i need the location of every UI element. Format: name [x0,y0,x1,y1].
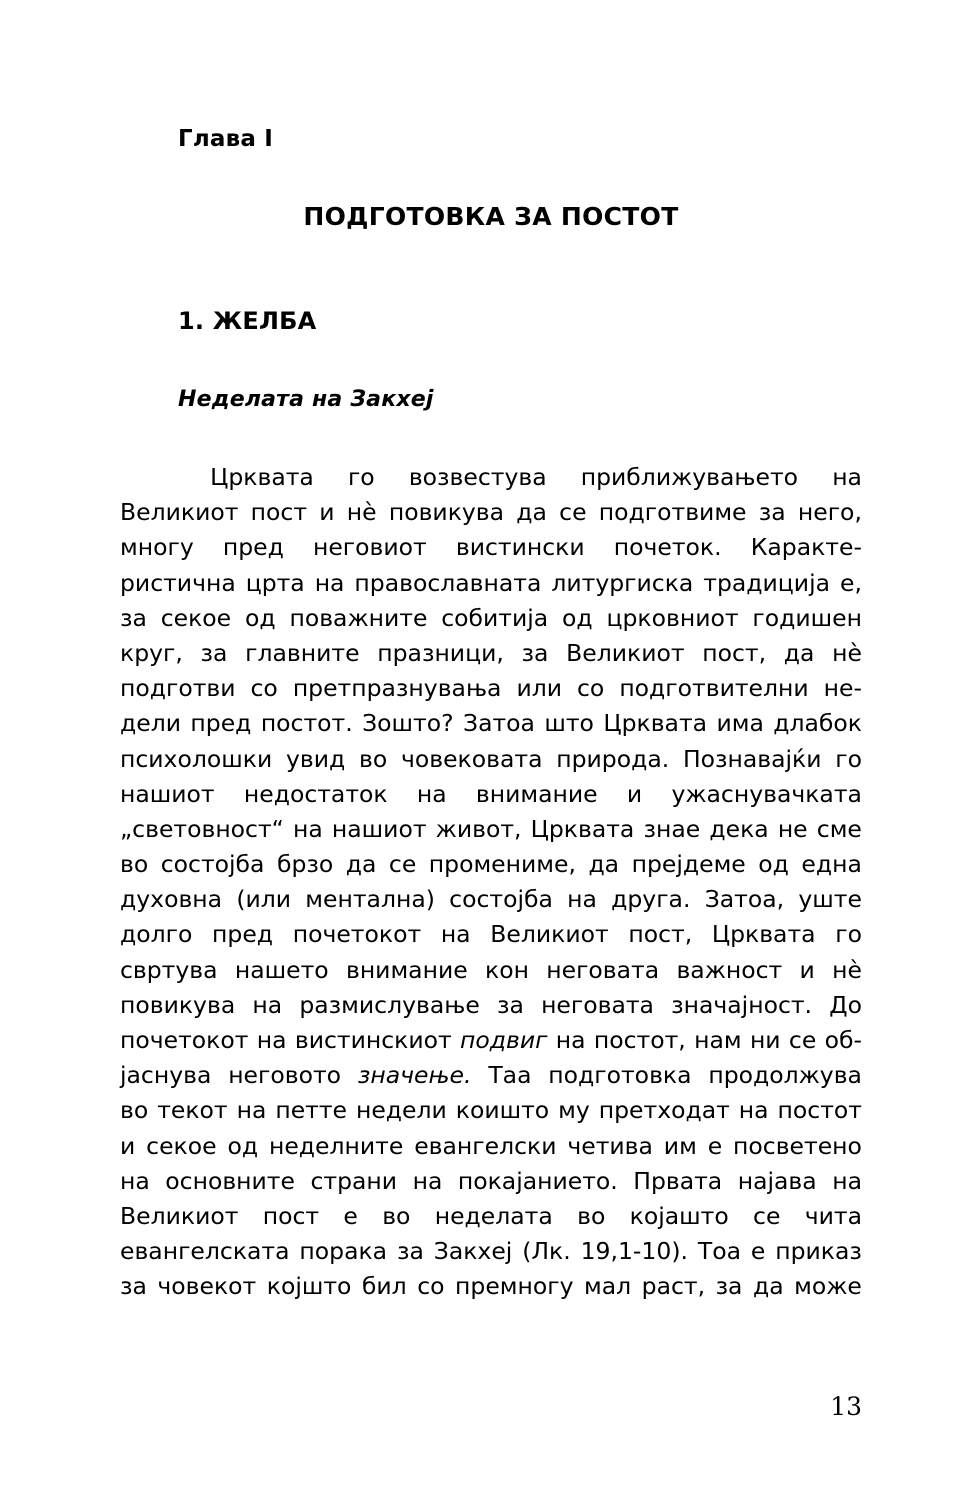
body-word: има [716,709,764,738]
body-word: неговата [541,990,654,1019]
body-word: нè [346,498,377,527]
body-word: на [252,990,283,1019]
body-word: Црквата [530,814,635,843]
body-word: во [120,850,149,879]
body-word: во [382,1201,411,1230]
body-text-line [120,742,862,777]
body-text-line [120,1129,862,1164]
body-word: секое [146,1131,217,1160]
body-word: и [120,1131,136,1160]
body-word: секое [160,603,232,632]
body-word: на [236,1096,267,1125]
body-word: Црквата [711,920,816,949]
body-word: повикува [388,498,505,527]
body-word: пост, [628,920,693,949]
body-word: којшто [266,1272,352,1301]
body-text-line [120,671,862,706]
body-word: традиција [703,568,831,597]
body-word: на [567,885,597,914]
body-word: литургиска [551,568,694,597]
body-text-line [120,566,862,601]
body-word: духовна [120,885,223,914]
body-word: на [416,779,447,808]
body-word: Великиот [566,638,685,667]
body-word: чита [804,1201,862,1230]
body-word: постот. [260,709,353,738]
body-word: текот [157,1096,228,1125]
body-word: подготви [120,674,236,703]
body-word: подготовка [548,1061,692,1090]
body-word: прејдеме [631,850,746,879]
body-word: покајанието. [457,1166,618,1195]
body-word: страни [310,1166,398,1195]
body-word: знае [643,814,701,843]
body-word: почетокот [120,1026,249,1054]
body-word: една [801,850,862,879]
body-word: годишен [752,603,862,632]
body-word: размислување [299,990,480,1019]
body-word: Првата [633,1166,723,1195]
body-word: да [345,850,377,879]
body-text-line [120,636,862,671]
body-word: дека [709,814,769,843]
body-word: вистинскиот [294,1026,452,1054]
body-word: постот [777,1096,862,1125]
body-word: (Лк. [522,1237,571,1266]
body-word: дели [120,709,181,738]
body-word: Црквата [603,709,708,738]
body-word: длабок [773,709,862,738]
body-word: евангелски [414,1131,557,1160]
body-word: Затоа, [704,885,785,914]
body-word: нам [694,1026,742,1054]
body-word: подвиг [460,1026,548,1054]
body-word: промениме, [428,850,576,879]
body-text-line [120,777,862,812]
body-word: возвестува [408,463,547,491]
body-word: состојба [160,850,265,879]
subsection-subheading: Неделата на Закхеј [178,387,434,412]
body-word: Великиот [120,1201,239,1230]
body-word: Тоа [697,1237,741,1266]
body-word: недостаток [243,779,388,808]
body-word: Познавајќи [682,744,822,773]
body-word: на [256,1026,287,1054]
body-word: об- [824,1026,862,1054]
body-text-line [120,953,862,988]
body-word: ристична [120,568,236,597]
body-word: од [758,850,789,879]
body-word: нашиот [120,779,215,808]
body-word: коишто [455,1096,550,1125]
body-word: значајност. [671,990,813,1019]
body-word: им [663,1131,697,1160]
body-word: да [516,498,547,527]
body-word: од [244,603,276,632]
body-word: почетокот [292,920,422,949]
body-word: Великиот [490,920,609,949]
body-word: православната [354,568,542,597]
body-word: долго [120,920,193,949]
body-word: не [777,814,808,843]
body-word: Великиот [120,498,239,527]
body-word: со [577,674,605,703]
body-word: на [314,568,345,597]
body-word: јаснува [120,1061,212,1090]
body-word: (или [236,885,292,914]
body-text-line [120,460,862,495]
body-word: Таа [488,1061,532,1090]
body-word: и [799,955,815,984]
body-word: за [496,990,524,1019]
body-word: ужаснувачката [671,779,862,808]
body-text-line [120,495,862,530]
body-word: се [388,850,417,879]
body-word: подготвиме [598,498,747,527]
body-word: Каракте- [750,533,862,562]
body-word: пред [190,709,252,738]
body-word: не- [823,674,862,703]
body-word: најава [737,1166,817,1195]
body-word: „световност“ [120,814,284,843]
body-word: живот, [435,814,522,843]
body-word: што [544,709,594,738]
body-word: неделата [434,1201,553,1230]
body-word: четива [567,1131,653,1160]
body-word: состојба [449,885,553,914]
body-word: пред [222,533,284,562]
body-word: уште [798,885,862,914]
body-text-line [120,1269,862,1304]
body-word: приближувањето [580,463,799,491]
body-word: претходат [598,1096,730,1125]
body-word: со [417,1272,445,1301]
body-word: мал [584,1272,632,1301]
body-word: празници, [377,638,504,667]
page-title: ПОДГОТОВКА ЗА ПОСТОТ [303,202,679,231]
body-word: премногу [455,1272,574,1301]
body-word: на [412,1166,443,1195]
body-word: или [516,674,563,703]
body-paragraph [120,460,862,1305]
body-word: на [293,814,323,843]
body-text-line [120,706,862,741]
body-word: бил [361,1272,407,1301]
page-number: 13 [830,1392,862,1421]
body-text-line [120,601,862,636]
body-word: на [738,1096,769,1125]
body-word: важност [676,955,783,984]
body-word: со [250,674,278,703]
body-word: почеток. [613,533,722,562]
body-word: и [319,498,335,527]
body-word: сме [816,814,862,843]
body-word: него, [797,498,862,527]
body-word: пред [212,920,274,949]
body-word: круг, [120,638,183,667]
body-word: недели [355,1096,447,1125]
body-word: неговата [546,955,660,984]
body-word: црта [245,568,305,597]
body-word: неговото [228,1061,342,1090]
body-word: основните [165,1166,295,1195]
body-word: пост [250,498,308,527]
body-word: е, [839,568,862,597]
body-word: којашто [629,1201,729,1230]
body-word: на [120,1166,150,1195]
body-word: за [521,638,549,667]
body-word: приказ [775,1237,862,1266]
body-word: нè [832,955,862,984]
body-text-line [120,988,862,1023]
body-word: Црквата [210,463,314,491]
body-word: од [562,603,593,632]
body-word: многу [120,533,194,562]
body-word: психолошки [120,744,273,773]
body-word: човекот [157,1272,257,1301]
body-word: внимание [345,955,468,984]
body-word: црковниот [606,603,739,632]
body-word: продолжува [708,1061,862,1090]
body-word: е [750,1237,766,1266]
body-word: увид [285,744,346,773]
body-word: за [200,638,228,667]
body-text-line [120,1058,862,1093]
body-word: се [559,498,587,527]
body-word: за [758,498,786,527]
body-text-line [120,1023,862,1058]
body-word: човековата [400,744,543,773]
body-word: До [829,990,862,1019]
body-word: друга. [611,885,691,914]
body-word: евангелската [120,1237,290,1266]
body-word: во [577,1201,606,1230]
body-word: за [396,1237,424,1266]
body-word: нè [832,638,862,667]
body-word: за [120,1272,147,1301]
body-word: се [788,1026,817,1054]
body-word: постот, [593,1026,686,1054]
body-word: на [832,1166,862,1195]
body-word: за [715,1272,743,1301]
body-word: го [835,920,862,949]
body-word: неговиот [312,533,427,562]
body-word: Закхеј [433,1237,513,1266]
body-word: повикува [120,990,236,1019]
body-word: нашиот [331,814,427,843]
body-word: 19,1-10). [580,1237,688,1266]
body-text-line [120,1093,862,1128]
body-word: нашето [234,955,329,984]
body-word: кон [485,955,529,984]
body-word: пост [262,1201,320,1230]
body-word: го [835,744,862,773]
body-word: на [440,920,471,949]
body-text-line [120,847,862,882]
body-word: собитија [441,603,549,632]
body-word: брзо [276,850,334,879]
section-heading: 1. ЖЕЛБА [178,307,317,335]
body-word: да [752,1272,784,1301]
body-text-line [120,1199,862,1234]
body-word: пост, [702,638,767,667]
body-word: Затоа [463,709,535,738]
body-word: може [794,1272,862,1301]
body-word: е [343,1201,358,1230]
body-word: свртува [120,955,218,984]
body-text-line [120,1234,862,1269]
body-word: порака [299,1237,388,1266]
body-word: неделните [268,1131,404,1160]
body-word: за [120,603,147,632]
body-text-line [120,882,862,917]
body-word: претпразнувања [292,674,502,703]
body-word: на [555,1026,586,1054]
body-word: вистински [455,533,585,562]
body-word: се [753,1201,781,1230]
body-word: на [832,463,862,491]
body-word: главните [245,638,360,667]
body-word: во [120,1096,149,1125]
body-word: раст, [641,1272,706,1301]
body-text-line [120,1164,862,1199]
body-word: природа. [556,744,670,773]
body-word: Зошто? [362,709,454,738]
body-text-line [120,812,862,847]
body-word: од [227,1131,259,1160]
body-word: да [588,850,620,879]
body-text-line [120,917,862,952]
body-word: да [783,638,815,667]
body-word: во [359,744,388,773]
chapter-label: Глава I [178,126,274,152]
body-word: го [347,463,375,491]
body-word: подготвителни [619,674,809,703]
body-word: посветено [733,1131,862,1160]
body-word: му [558,1096,590,1125]
body-word: ментална) [305,885,435,914]
body-word: поважните [289,603,428,632]
body-word: петте [275,1096,347,1125]
body-word: и [626,779,643,808]
body-word: внимание [475,779,598,808]
body-word: ни [749,1026,781,1054]
body-word: е [707,1131,723,1160]
body-word: значење. [357,1061,472,1090]
body-text-line [120,530,862,565]
